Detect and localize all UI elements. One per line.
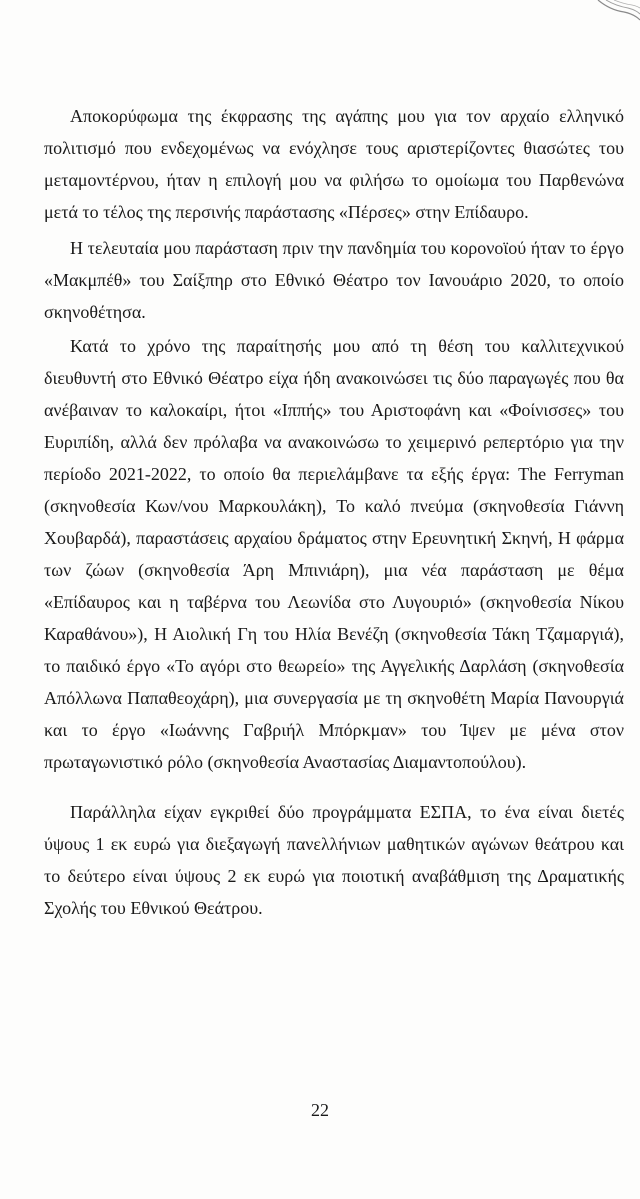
body-text (44, 100, 624, 924)
stamp-corner-mark (580, 0, 640, 28)
paragraph-4: Παράλληλα είχαν εγκριθεί δύο προγράμματα ΕΣΠΑ, το ένα είναι διετές ύψους 1 εκ ευρώ για διεξαγωγή πανελλήνιων μαθητικών αγώνων θεάτρου και το δεύτερο είναι ύψους 2 εκ ευρώ για ποιοτική αναβάθμιση της Δραματικής Σχολής του Εθνικού Θεάτρου. (44, 802, 624, 918)
paragraph-3: Κατά το χρόνο της παραίτησής μου από τη θέση του καλλιτεχνικού διευθυντή στο Εθνικό Θέατρο είχα ήδη ανακοινώσει τις δύο παραγωγές που θα ανέβαιναν το καλοκαίρι, ήτοι «Ιππής» του Αριστοφάνη και «Φοίνισσες» του Ευριπίδη, αλλά δεν πρόλαβα να ανακοινώσω το χειμερινό ρεπερτόριο για την περίοδο 2021-2022, το οποίο θα περιελάμβανε τα εξής έργα: The Ferryman (σκηνοθεσία Κων/νου Μαρκουλάκη), Το καλό πνεύμα (σκηνοθεσία Γιάννη Χουβαρδά), παραστάσεις αρχαίου δράματος στην Ερευνητική Σκηνή, Η φάρμα των ζώων (σκηνοθεσία Άρη Μπινιάρη), μια νέα παράσταση με θέμα «Επίδαυρος και η ταβέρνα του Λεωνίδα στο Λυγουριό» (σκηνοθεσία Νίκου Καραθάνου»), Η Αιολική Γη του Ηλία Βενέζη (σκηνοθεσία Τάκη Τζαμαργιά), το παιδικό έργο «Το αγόρι στο θεωρείο» της Αγγελικής Δαρλάση (σκηνοθεσία Απόλλωνα Παπαθεοχάρη), μια συνεργασία με τη σκηνοθέτη Μαρία Πανουργιά και το έργο «Ιωάννης Γαβριήλ Μπόρκμαν» του Ίψεν με μένα στον πρωταγωνιστικό ρόλο (σκηνοθεσία Αναστασίας Διαμαντοπούλου). (44, 336, 624, 772)
page-number: 22 (311, 1100, 329, 1120)
paragraph-1: Αποκορύφωμα της έκφρασης της αγάπης μου για τον αρχαίο ελληνικό πολιτισμό που ενδεχομένως να ενόχλησε τους αριστερίζοντες θιασώτες του μεταμοντέρνου, ήταν η επιλογή μου να φιλήσω το ομοίωμα του Παρθενώνα μετά το τέλος της περσινής παράστασης «Πέρσες» στην Επίδαυρο. (44, 106, 624, 222)
paragraph-2: Η τελευταία μου παράσταση πριν την πανδημία του κορονοϊού ήταν το έργο «Μακμπέθ» του Σαίξπηρ στο Εθνικό Θέατρο τον Ιανουάριο 2020, το οποίο σκηνοθέτησα. (44, 238, 624, 322)
